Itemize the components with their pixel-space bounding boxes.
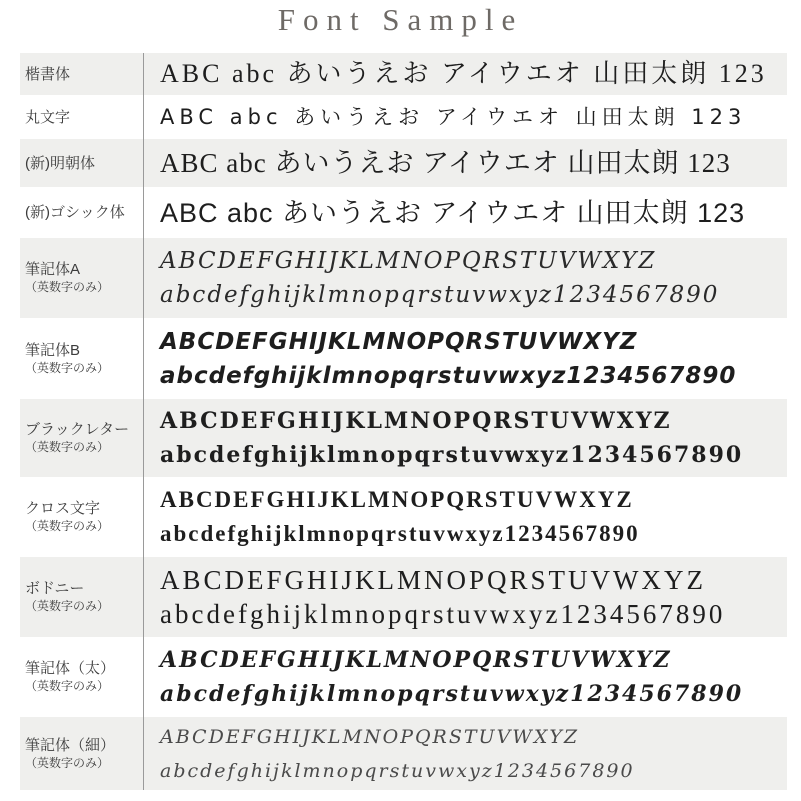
table-row-bodoni bbox=[20, 557, 787, 637]
sample-lowercase: abcdefghijklmnopqrstuvwxyz1234567890 bbox=[160, 282, 720, 308]
font-sample-cell bbox=[143, 637, 787, 717]
sample-uppercase: ABCDEFGHIJKLMNOPQRSTUVWXYZ bbox=[160, 408, 672, 434]
font-sample-cell bbox=[143, 238, 787, 318]
sample-lowercase: abcdefghijklmnopqrstuvwxyz1234567890 bbox=[160, 362, 737, 389]
font-sample-cell bbox=[143, 95, 787, 139]
sample-uppercase: ABCDEFGHIJKLMNOPQRSTUVWXYZ bbox=[160, 328, 638, 355]
font-sample-cell bbox=[143, 187, 787, 238]
sample-lowercase: abcdefghijklmnopqrstuvwxyz1234567890 bbox=[160, 521, 640, 546]
table-row-marumoji bbox=[20, 95, 787, 139]
table-row-blackletter bbox=[20, 399, 787, 477]
sample-uppercase: ABCDEFGHIJKLMNOPQRSTUVWXYZ bbox=[160, 565, 707, 595]
font-sample-cell bbox=[143, 717, 787, 790]
table-row-script-a bbox=[20, 238, 787, 318]
font-name: (新)ゴシック体 bbox=[25, 204, 125, 221]
font-name: クロス文字 bbox=[25, 500, 101, 517]
table-row-script-bold bbox=[20, 637, 787, 717]
font-name-note: （英数字のみ） bbox=[25, 679, 110, 693]
page-title: Font Sample bbox=[277, 2, 524, 37]
font-name-note: （英数字のみ） bbox=[25, 519, 110, 533]
sample-text: ABC abc あいうえお アイウエオ 山田太朗 123 bbox=[160, 197, 746, 228]
table-row-cross bbox=[20, 477, 787, 557]
font-name: ボドニー bbox=[25, 580, 85, 597]
font-name-note: （英数字のみ） bbox=[25, 599, 110, 613]
font-name-cell bbox=[20, 717, 143, 790]
sample-lowercase: abcdefghijklmnopqrstuvwxyz1234567890 bbox=[160, 442, 744, 468]
font-sample-cell bbox=[143, 139, 787, 187]
sample-lowercase: abcdefghijklmnopqrstuvwxyz1234567890 bbox=[160, 759, 635, 782]
sample-text: ABC abc あいうえお アイウエオ 山田太朗 123 bbox=[160, 59, 767, 88]
font-name: ブラックレター bbox=[25, 421, 130, 438]
table-row-script-thin bbox=[20, 717, 787, 790]
font-name: 筆記体（細） bbox=[25, 736, 116, 754]
sample-uppercase: ABCDEFGHIJKLMNOPQRSTUVWXYZ bbox=[160, 647, 672, 673]
font-sample-table bbox=[20, 53, 787, 790]
font-name: 筆記体B bbox=[25, 341, 81, 359]
font-sample-cell bbox=[143, 53, 787, 95]
table-row-gothic bbox=[20, 187, 787, 238]
sample-lowercase: abcdefghijklmnopqrstuvwxyz1234567890 bbox=[160, 681, 744, 707]
font-name-cell bbox=[20, 95, 143, 139]
font-sample-cell bbox=[143, 399, 787, 477]
font-name-note: （英数字のみ） bbox=[25, 360, 110, 375]
font-name: 楷書体 bbox=[25, 65, 71, 83]
sample-text: ABC abc あいうえお アイウエオ 山田太朗 123 bbox=[160, 105, 747, 129]
table-row-script-b bbox=[20, 318, 787, 399]
font-sample-cell bbox=[143, 557, 787, 637]
font-name: (新)明朝体 bbox=[25, 154, 95, 172]
font-name-note: （英数字のみ） bbox=[25, 755, 110, 770]
font-sample-cell bbox=[143, 318, 787, 399]
font-name-note: （英数字のみ） bbox=[25, 280, 110, 294]
sample-uppercase: ABCDEFGHIJKLMNOPQRSTUVWXYZ bbox=[160, 487, 634, 512]
font-name-cell bbox=[20, 399, 143, 477]
font-name-cell bbox=[20, 557, 143, 637]
sample-lowercase: abcdefghijklmnopqrstuvwxyz1234567890 bbox=[160, 599, 726, 629]
font-name-cell bbox=[20, 53, 143, 95]
font-name-cell bbox=[20, 318, 143, 399]
font-name-cell bbox=[20, 187, 143, 238]
sample-text: ABC abc あいうえお アイウエオ 山田太朗 123 bbox=[160, 148, 731, 178]
font-name: 丸文字 bbox=[25, 108, 71, 126]
font-name-cell bbox=[20, 139, 143, 187]
table-row-mincho bbox=[20, 139, 787, 187]
sample-uppercase: ABCDEFGHIJKLMNOPQRSTUVWXYZ bbox=[160, 248, 657, 274]
table-row-kaisho bbox=[20, 53, 787, 95]
font-name-note: （英数字のみ） bbox=[25, 440, 110, 454]
font-name: 筆記体（太） bbox=[25, 660, 116, 677]
font-name-cell bbox=[20, 637, 143, 717]
font-name-cell bbox=[20, 238, 143, 318]
font-sample-cell bbox=[143, 477, 787, 557]
font-name: 筆記体A bbox=[25, 261, 81, 278]
sample-uppercase: ABCDEFGHIJKLMNOPQRSTUVWXYZ bbox=[160, 725, 580, 748]
font-name-cell bbox=[20, 477, 143, 557]
